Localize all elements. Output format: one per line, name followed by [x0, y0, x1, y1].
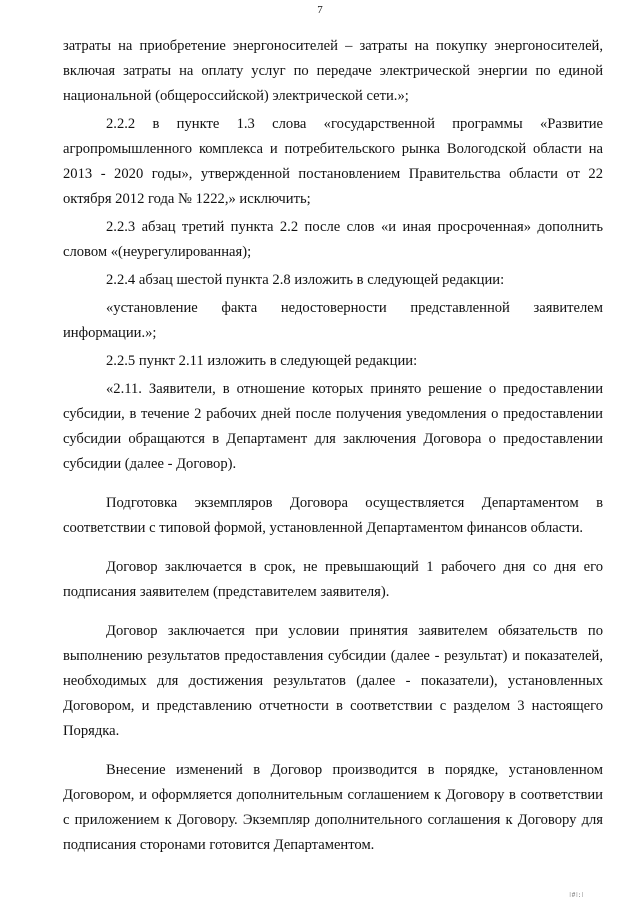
paragraph-1: затраты на приобретение энергоносителей – затраты на покупку энергоносителей, включая затраты на оплату услуг по передаче электрической энергии по единой национальной (общероссийской) электрической сети.»; — [63, 38, 603, 104]
paragraph-8: Подготовка экземпляров Договора осуществляется Департаментом в соответствии с типовой формой, установленной Департаментом финансов области. — [63, 495, 603, 536]
paragraph-11: Внесение изменений в Договор производится в порядке, установленном Договором, и оформляется дополнительным соглашением к Договору в соответствии с приложением к Договору. Экземпляр дополнительного соглашения к Договору для подписания сторонами готовится Департаментом. — [63, 762, 603, 853]
paragraph-9: Договор заключается в срок, не превышающий 1 рабочего дня со дня его подписания заявителем (представителем заявителя). — [63, 559, 603, 600]
paragraph-10: Договор заключается при условии принятия заявителем обязательств по выполнению результатов предоставления субсидии (далее - результат) и показателей, необходимых для достижения результатов (далее - показатели), установленных Договором, и представлению отчетности в соответствии с разделом 3 настоящего Порядка. — [63, 623, 603, 739]
paragraph-4: 2.2.4 абзац шестой пункта 2.8 изложить в следующей редакции: — [106, 272, 505, 288]
page-number: 7 — [317, 4, 323, 16]
footer-mark: ǀ#ǀ:ǀ — [569, 891, 584, 899]
document-body — [63, 34, 603, 872]
paragraph-5: «установление факта недостоверности представленной заявителем информации.»; — [63, 300, 603, 341]
paragraph-7: «2.11. Заявители, в отношение которых принято решение о предоставлении субсидии, в течение 2 рабочих дней после получения уведомления о предоставлении субсидии обращаются в Департамент для заключения Договора о предоставлении субсидии (далее - Договор). — [63, 381, 603, 472]
paragraph-2: 2.2.2 в пункте 1.3 слова «государственной программы «Развитие агропромышленного комплекса и потребительского рынка Вологодской области на 2013 - 2020 годы», утвержденной постановлением Правительства области от 22 октября 2012 года № 1222,» исключить; — [63, 116, 603, 207]
paragraph-3: 2.2.3 абзац третий пункта 2.2 после слов «и иная просроченная» дополнить словом «(неурегулированная); — [63, 219, 603, 260]
paragraph-6: 2.2.5 пункт 2.11 изложить в следующей редакции: — [106, 353, 418, 369]
